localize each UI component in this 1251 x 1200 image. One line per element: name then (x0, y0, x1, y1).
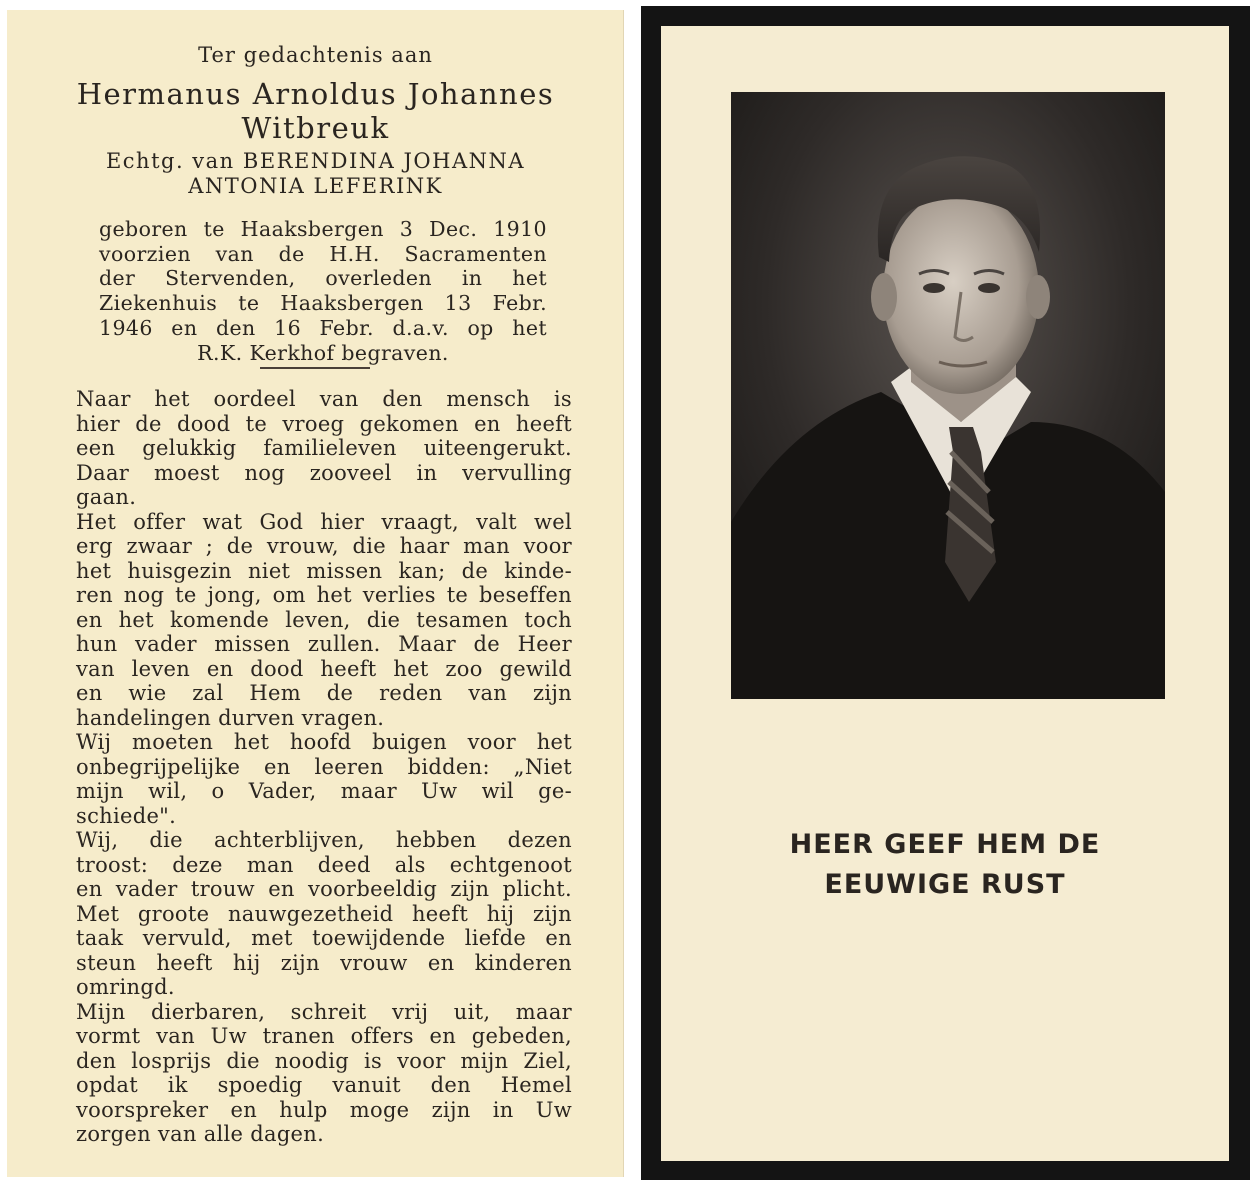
body-line: vormt van Uw tranen offers en gebeden, (76, 1024, 572, 1048)
memorial-text-card (7, 10, 624, 1177)
memorial-body-text (76, 387, 572, 1147)
bio-line: 1946 en den 16 Febr. d.a.v. op het (99, 315, 547, 340)
body-line: Wij moeten het hoofd buigen voor het (76, 730, 572, 754)
deceased-name-line2: Witbreuk (241, 111, 390, 145)
motto-line2: EEUWIGE RUST (824, 869, 1066, 900)
body-line: omringd. (76, 975, 175, 999)
motto-line1: HEER GEEF HEM DE (789, 829, 1101, 860)
body-line: troost: deze man deed als echtgenoot (76, 852, 572, 877)
deceased-name-line1: Hermanus Arnoldus Johannes (76, 77, 555, 111)
bio-line: voorzien van de H.H. Sacramenten (99, 241, 547, 266)
body-line: Wij, die achterblijven, hebben dezen (76, 828, 572, 852)
body-line: Het offer wat God hier vraagt, valt wel (76, 509, 572, 534)
body-line: steun heeft hij zijn vrouw en kinderen (76, 950, 572, 975)
body-line: zorgen van alle dagen. (76, 1122, 325, 1146)
body-line: den losprijs die noodig is voor mijn Ziel, (76, 1048, 572, 1073)
body-line: Mijn dierbaren, schreit vrij uit, maar (76, 999, 572, 1024)
portrait-photo (731, 92, 1165, 699)
body-line: handelingen durven vragen. (76, 705, 385, 730)
body-line: taak vervuld, met toewijdende liefde en (76, 926, 572, 950)
body-line: en het komende leven, die tesamen toch (76, 607, 572, 632)
body-line: het huisgezin niet missen kan; de kinde- (76, 558, 572, 583)
body-line: hier de dood te vroeg gekomen en heeft (76, 411, 572, 436)
divider-rule (260, 367, 370, 369)
bio-line: der Stervenden, overleden in het (99, 266, 547, 291)
bio-line: R.K. Kerkhof begraven. (197, 340, 449, 365)
body-line: mijn wil, o Vader, maar Uw wil ge- (76, 779, 572, 803)
memorial-photo-card (641, 6, 1250, 1180)
portrait-illustration (731, 92, 1165, 699)
body-line: Met groote nauwgezetheid heeft hij zijn (76, 901, 572, 926)
body-line: hun vader missen zullen. Maar de Heer (76, 632, 572, 656)
card-paper (661, 26, 1229, 1161)
body-line: Daar moest nog zooveel in vervulling (76, 460, 572, 485)
bio-block (99, 217, 547, 365)
body-line: Naar het oordeel van den mensch is (76, 387, 572, 411)
body-line: schiede". (76, 803, 177, 828)
body-line: voorspreker en hulp moge zijn in Uw (76, 1097, 572, 1122)
body-line: erg zwaar ; de vrouw, die haar man voor (76, 534, 572, 558)
intro-heading: Ter gedachtenis aan (198, 43, 433, 67)
spouse-line2: ANTONIA LEFERINK (188, 174, 443, 198)
body-line: onbegrijpelijke en leeren bidden: „Niet (76, 754, 572, 779)
body-line: een gelukkig familieleven uiteengerukt. (76, 436, 572, 460)
body-line: ren nog te jong, om het verlies te beseffen (76, 583, 572, 607)
spouse-line1: Echtg. van BERENDINA JOHANNA (105, 149, 526, 173)
body-line: van leven en dood heeft het zoo gewild (76, 656, 572, 681)
bio-line: geboren te Haaksbergen 3 Dec. 1910 (99, 217, 547, 241)
body-line: opdat ik spoedig vanuit den Hemel (76, 1073, 572, 1097)
bio-line: Ziekenhuis te Haaksbergen 13 Febr. (99, 291, 547, 316)
body-line: en wie zal Hem de reden van zijn (76, 681, 572, 705)
body-line: gaan. (76, 485, 137, 509)
body-line: en vader trouw en voorbeeldig zijn plicht. (76, 877, 572, 901)
